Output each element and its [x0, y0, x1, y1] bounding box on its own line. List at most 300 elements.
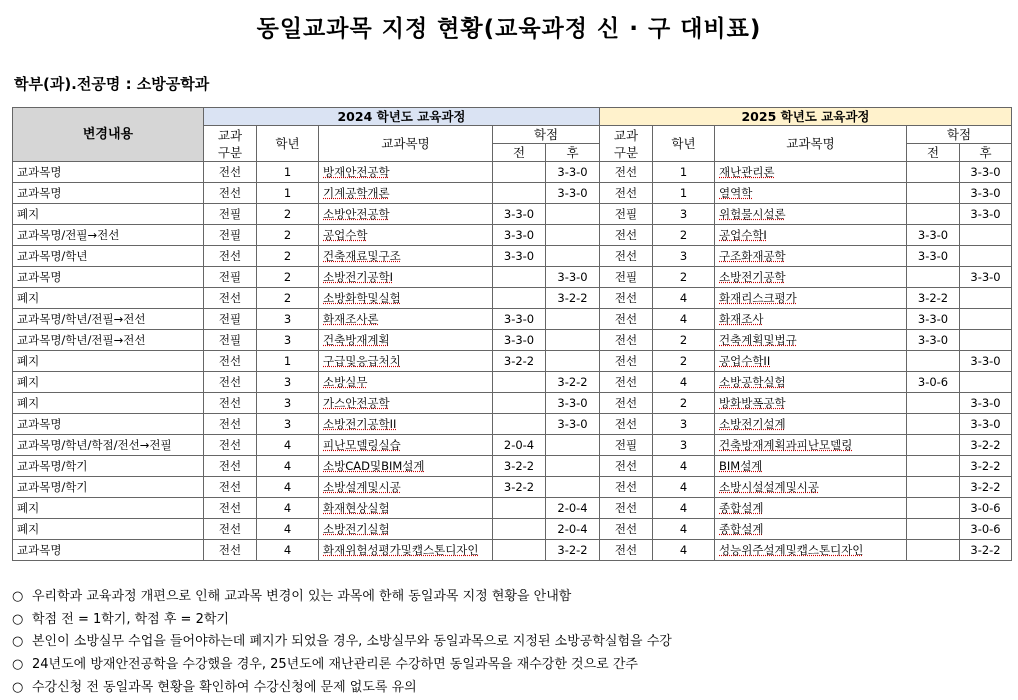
old-course-name-cell [319, 498, 493, 519]
course-name-text: 소방설계및시공 [323, 480, 401, 494]
new-grade-cell: 4 [653, 288, 715, 309]
table-row [13, 414, 1012, 435]
old-credit-before-cell: 3-2-2 [493, 456, 546, 477]
old-category-cell: 전필 [204, 204, 257, 225]
old-grade-cell: 2 [257, 225, 319, 246]
old-credit-after-cell: 3-2-2 [546, 288, 600, 309]
new-course-name-cell [715, 519, 907, 540]
old-credit-after-cell: 3-3-0 [546, 162, 600, 183]
old-category-cell: 전선 [204, 540, 257, 561]
new-course-name-cell [715, 393, 907, 414]
new-course-name-cell [715, 414, 907, 435]
page-title: 동일교과목 지정 현황(교육과정 신 · 구 대비표) [256, 16, 762, 42]
old-category-cell: 전선 [204, 246, 257, 267]
new-grade-cell: 2 [653, 351, 715, 372]
note-text: 우리학과 교육과정 개편으로 인해 교과목 변경이 있는 과목에 한해 동일과목 지정 현황을 안내함 [32, 589, 572, 604]
new-course-name-cell [715, 183, 907, 204]
old-course-name-cell [319, 204, 493, 225]
table-row [13, 162, 1012, 183]
new-credit-before-cell [907, 498, 960, 519]
change-cell: 교과목명/학기 [13, 477, 204, 498]
old-course-name-cell [319, 456, 493, 477]
new-grade-cell: 3 [653, 435, 715, 456]
header-new-grade: 학년 [653, 126, 715, 162]
header-new-before: 전 [907, 144, 960, 162]
header-new-course-name: 교과목명 [715, 126, 907, 162]
header-old-category-top: 교과 [217, 127, 243, 143]
course-comparison-table [12, 107, 1012, 561]
table-row [13, 288, 1012, 309]
new-credit-before-cell: 3-3-0 [907, 330, 960, 351]
change-cell: 교과목명 [13, 540, 204, 561]
old-course-name-cell [319, 309, 493, 330]
table-row [13, 330, 1012, 351]
old-credit-after-cell [546, 456, 600, 477]
new-credit-after-cell: 3-2-2 [960, 435, 1012, 456]
old-category-cell: 전선 [204, 351, 257, 372]
course-name-text: 종합설계 [719, 522, 764, 536]
course-name-text: 소방전기설계 [719, 417, 786, 431]
old-credit-after-cell [546, 435, 600, 456]
department-label: 학부(과).전공명 : 소방공학과 [14, 75, 210, 93]
new-credit-after-cell [960, 309, 1012, 330]
new-credit-after-cell [960, 246, 1012, 267]
course-name-text: 구급및응급처치 [323, 354, 401, 368]
table-row [13, 183, 1012, 204]
old-grade-cell: 4 [257, 477, 319, 498]
header-old-after: 후 [546, 144, 600, 162]
old-category-cell: 전필 [204, 330, 257, 351]
old-credit-before-cell: 3-3-0 [493, 204, 546, 225]
header-old-grade: 학년 [257, 126, 319, 162]
new-course-name-cell [715, 309, 907, 330]
new-credit-before-cell [907, 267, 960, 288]
note-item [12, 677, 672, 700]
old-category-cell: 전선 [204, 498, 257, 519]
new-course-name-cell [715, 204, 907, 225]
course-name-text: 소방공학실험 [719, 375, 786, 389]
course-name-text: BIM설계 [719, 459, 763, 473]
old-category-cell: 전선 [204, 183, 257, 204]
change-cell: 교과목명 [13, 162, 204, 183]
new-credit-before-cell [907, 393, 960, 414]
new-credit-before-cell [907, 435, 960, 456]
course-name-text: 소방전기공학I [323, 270, 394, 284]
new-category-cell: 전필 [600, 267, 653, 288]
new-category-cell: 전선 [600, 183, 653, 204]
old-credit-before-cell [493, 267, 546, 288]
old-grade-cell: 2 [257, 267, 319, 288]
old-credit-before-cell: 2-0-4 [493, 435, 546, 456]
note-item [12, 654, 672, 677]
new-credit-before-cell [907, 183, 960, 204]
header-new-after: 후 [960, 144, 1012, 162]
new-grade-cell: 4 [653, 309, 715, 330]
new-category-cell: 전선 [600, 456, 653, 477]
course-name-text: 건축계획및법규 [719, 333, 797, 347]
new-credit-before-cell [907, 540, 960, 561]
old-category-cell: 전선 [204, 162, 257, 183]
course-name-text: 소방실무 [323, 375, 368, 389]
old-grade-cell: 4 [257, 540, 319, 561]
course-name-text: 공업수학I [719, 228, 767, 242]
old-credit-before-cell [493, 288, 546, 309]
note-text: 수강신청 전 동일과목 현황을 확인하여 수강신청에 문제 없도록 유의 [32, 679, 417, 695]
change-cell: 폐지 [13, 288, 204, 309]
new-grade-cell: 4 [653, 519, 715, 540]
old-credit-after-cell [546, 204, 600, 225]
course-name-text: 소방전기공학II [323, 417, 397, 431]
course-name-text: 재난관리론 [719, 165, 775, 179]
old-credit-before-cell [493, 540, 546, 561]
bullet-icon: ○ [12, 679, 24, 695]
header-2024-curriculum: 2024 학년도 교육과정 [204, 108, 600, 126]
new-credit-before-cell [907, 477, 960, 498]
course-name-text: 소방안전공학 [323, 207, 390, 221]
new-credit-before-cell: 3-3-0 [907, 246, 960, 267]
new-credit-after-cell: 3-3-0 [960, 351, 1012, 372]
bullet-icon: ○ [12, 611, 24, 627]
new-credit-after-cell: 3-3-0 [960, 393, 1012, 414]
header-old-before: 전 [493, 144, 546, 162]
note-text: 24년도에 방재안전공학을 수강했을 경우, 25년도에 재난관리론 수강하면 동일과목을 재수강한 것으로 간주 [32, 657, 638, 673]
old-credit-after-cell [546, 309, 600, 330]
new-category-cell: 전선 [600, 498, 653, 519]
change-cell: 폐지 [13, 204, 204, 225]
old-category-cell: 전선 [204, 456, 257, 477]
old-credit-before-cell [493, 414, 546, 435]
old-category-cell: 전필 [204, 225, 257, 246]
new-category-cell: 전선 [600, 372, 653, 393]
course-name-text: 소방전기공학 [719, 270, 786, 284]
old-grade-cell: 1 [257, 162, 319, 183]
old-grade-cell: 4 [257, 498, 319, 519]
old-course-name-cell [319, 330, 493, 351]
old-category-cell: 전선 [204, 435, 257, 456]
table-row [13, 246, 1012, 267]
old-grade-cell: 3 [257, 330, 319, 351]
old-credit-after-cell [546, 477, 600, 498]
old-course-name-cell [319, 414, 493, 435]
new-category-cell: 전선 [600, 225, 653, 246]
new-category-cell: 전필 [600, 435, 653, 456]
new-credit-after-cell: 3-2-2 [960, 477, 1012, 498]
old-course-name-cell [319, 372, 493, 393]
notes-list [12, 586, 672, 700]
course-name-text: 화재현상실험 [323, 501, 390, 515]
new-category-cell: 전선 [600, 414, 653, 435]
new-course-name-cell [715, 246, 907, 267]
old-grade-cell: 3 [257, 309, 319, 330]
old-course-name-cell [319, 351, 493, 372]
old-course-name-cell [319, 393, 493, 414]
table-row [13, 309, 1012, 330]
new-category-cell: 전필 [600, 204, 653, 225]
old-course-name-cell [319, 477, 493, 498]
new-credit-after-cell: 3-3-0 [960, 162, 1012, 183]
change-cell: 교과목명/학년/전필→전선 [13, 309, 204, 330]
old-grade-cell: 1 [257, 351, 319, 372]
old-course-name-cell [319, 288, 493, 309]
new-grade-cell: 4 [653, 372, 715, 393]
new-category-cell: 전선 [600, 309, 653, 330]
new-credit-after-cell [960, 288, 1012, 309]
note-item [12, 609, 672, 632]
note-item [12, 586, 672, 609]
change-cell: 교과목명/학년/전필→전선 [13, 330, 204, 351]
old-grade-cell: 2 [257, 246, 319, 267]
new-category-cell: 전선 [600, 519, 653, 540]
course-name-text: 소방전기실험 [323, 522, 390, 536]
old-course-name-cell [319, 267, 493, 288]
table-row [13, 456, 1012, 477]
bullet-icon: ○ [12, 634, 24, 650]
new-credit-after-cell: 3-2-2 [960, 540, 1012, 561]
new-credit-before-cell [907, 519, 960, 540]
new-credit-before-cell [907, 456, 960, 477]
course-name-text: 화재조사 [719, 312, 764, 326]
table-row [13, 351, 1012, 372]
note-item [12, 631, 672, 654]
old-category-cell: 전선 [204, 372, 257, 393]
new-credit-after-cell: 3-3-0 [960, 204, 1012, 225]
new-category-cell: 전선 [600, 540, 653, 561]
new-course-name-cell [715, 351, 907, 372]
course-name-text: 종합설계 [719, 501, 764, 515]
table-row [13, 372, 1012, 393]
header-new-category-top: 교과 [613, 127, 639, 143]
old-category-cell: 전선 [204, 414, 257, 435]
note-text: 학점 전 = 1학기, 학점 후 = 2학기 [32, 611, 229, 627]
new-course-name-cell [715, 288, 907, 309]
new-grade-cell: 3 [653, 246, 715, 267]
header-old-course-name: 교과목명 [319, 126, 493, 162]
old-credit-after-cell: 3-3-0 [546, 183, 600, 204]
new-credit-before-cell: 3-3-0 [907, 225, 960, 246]
course-name-text: 방화방폭공학 [719, 396, 786, 410]
old-credit-before-cell [493, 372, 546, 393]
old-credit-before-cell [493, 393, 546, 414]
new-grade-cell: 2 [653, 225, 715, 246]
course-name-text: 가스안전공학 [323, 396, 390, 410]
change-cell: 폐지 [13, 498, 204, 519]
old-course-name-cell [319, 435, 493, 456]
old-credit-before-cell: 3-2-2 [493, 351, 546, 372]
new-course-name-cell [715, 267, 907, 288]
course-name-text: 소방화학및실험 [323, 291, 401, 305]
header-old-category [204, 126, 257, 162]
old-grade-cell: 4 [257, 435, 319, 456]
table-row [13, 477, 1012, 498]
old-credit-after-cell: 3-3-0 [546, 267, 600, 288]
old-credit-before-cell [493, 162, 546, 183]
new-category-cell: 전선 [600, 393, 653, 414]
old-course-name-cell [319, 519, 493, 540]
course-name-text: 건축재료및구조 [323, 249, 401, 263]
table-row [13, 498, 1012, 519]
new-credit-after-cell: 3-0-6 [960, 519, 1012, 540]
course-name-text: 건축방재계획과피난모델링 [719, 438, 853, 452]
note-text: 본인이 소방실무 수업을 들어야하는데 폐지가 되었을 경우, 소방실무와 동일과목으로 지정된 소방공학실험을 수강 [32, 634, 672, 650]
new-category-cell: 전선 [600, 246, 653, 267]
new-credit-before-cell [907, 351, 960, 372]
old-grade-cell: 3 [257, 414, 319, 435]
new-grade-cell: 3 [653, 204, 715, 225]
new-course-name-cell [715, 456, 907, 477]
course-name-text: 구조화재공학 [719, 249, 786, 263]
old-category-cell: 전선 [204, 288, 257, 309]
old-credit-after-cell: 2-0-4 [546, 519, 600, 540]
change-cell: 교과목명 [13, 414, 204, 435]
old-credit-before-cell [493, 498, 546, 519]
new-grade-cell: 2 [653, 393, 715, 414]
new-category-cell: 전선 [600, 477, 653, 498]
table-row [13, 204, 1012, 225]
change-cell: 교과목명/전필→전선 [13, 225, 204, 246]
table-row [13, 225, 1012, 246]
old-category-cell: 전선 [204, 519, 257, 540]
new-credit-after-cell: 3-3-0 [960, 267, 1012, 288]
old-grade-cell: 2 [257, 288, 319, 309]
course-name-text: 위험물시설론 [719, 207, 786, 221]
new-credit-before-cell [907, 414, 960, 435]
old-grade-cell: 4 [257, 456, 319, 477]
old-credit-before-cell: 3-2-2 [493, 477, 546, 498]
change-cell: 교과목명/학년/학점/전선→전필 [13, 435, 204, 456]
new-category-cell: 전선 [600, 288, 653, 309]
header-old-credit: 학점 [493, 126, 600, 144]
new-course-name-cell [715, 225, 907, 246]
table-row [13, 435, 1012, 456]
change-cell: 교과목명/학기 [13, 456, 204, 477]
old-credit-after-cell: 3-3-0 [546, 393, 600, 414]
new-grade-cell: 1 [653, 162, 715, 183]
course-name-text: 화재위험성평가및캡스톤디자인 [323, 543, 479, 557]
new-grade-cell: 2 [653, 267, 715, 288]
old-course-name-cell [319, 183, 493, 204]
old-grade-cell: 2 [257, 204, 319, 225]
new-course-name-cell [715, 540, 907, 561]
change-cell: 폐지 [13, 393, 204, 414]
change-cell: 교과목명 [13, 267, 204, 288]
old-credit-before-cell: 3-3-0 [493, 246, 546, 267]
old-credit-before-cell [493, 183, 546, 204]
header-old-category-bottom: 구분 [217, 144, 243, 160]
new-grade-cell: 3 [653, 414, 715, 435]
new-grade-cell: 4 [653, 456, 715, 477]
new-category-cell: 전선 [600, 330, 653, 351]
new-grade-cell: 1 [653, 183, 715, 204]
course-name-text: 방재안전공학 [323, 165, 390, 179]
header-new-category [600, 126, 653, 162]
course-name-text: 열역학 [719, 186, 753, 200]
new-category-cell: 전선 [600, 351, 653, 372]
old-credit-after-cell [546, 246, 600, 267]
new-credit-after-cell: 3-3-0 [960, 414, 1012, 435]
old-grade-cell: 4 [257, 519, 319, 540]
table-row [13, 393, 1012, 414]
old-category-cell: 전선 [204, 393, 257, 414]
course-name-text: 화재리스크평가 [719, 291, 797, 305]
change-cell: 폐지 [13, 372, 204, 393]
old-credit-after-cell: 3-2-2 [546, 540, 600, 561]
new-course-name-cell [715, 498, 907, 519]
table-row [13, 519, 1012, 540]
old-grade-cell: 1 [257, 183, 319, 204]
course-name-text: 소방CAD및BIM설계 [323, 459, 425, 473]
change-cell: 교과목명 [13, 183, 204, 204]
header-2025-curriculum: 2025 학년도 교육과정 [600, 108, 1012, 126]
new-credit-before-cell [907, 204, 960, 225]
old-credit-after-cell [546, 351, 600, 372]
old-course-name-cell [319, 225, 493, 246]
table-row [13, 540, 1012, 561]
old-credit-before-cell: 3-3-0 [493, 309, 546, 330]
old-course-name-cell [319, 162, 493, 183]
old-category-cell: 전선 [204, 477, 257, 498]
old-credit-after-cell [546, 330, 600, 351]
course-name-text: 화재조사론 [323, 312, 379, 326]
new-credit-before-cell: 3-3-0 [907, 309, 960, 330]
new-grade-cell: 4 [653, 498, 715, 519]
change-cell: 폐지 [13, 519, 204, 540]
old-grade-cell: 3 [257, 372, 319, 393]
course-name-text: 소방시설설계및시공 [719, 480, 819, 494]
course-name-text: 피난모델링실습 [323, 438, 401, 452]
old-category-cell: 전필 [204, 267, 257, 288]
new-credit-after-cell [960, 330, 1012, 351]
change-cell: 폐지 [13, 351, 204, 372]
change-cell: 교과목명/학년 [13, 246, 204, 267]
header-change: 변경내용 [13, 108, 204, 162]
old-credit-before-cell: 3-3-0 [493, 225, 546, 246]
old-credit-before-cell: 3-3-0 [493, 330, 546, 351]
new-course-name-cell [715, 330, 907, 351]
course-name-text: 공업수학 [323, 228, 368, 242]
new-course-name-cell [715, 162, 907, 183]
new-credit-after-cell: 3-2-2 [960, 456, 1012, 477]
course-name-text: 성능위주설계및캡스톤디자인 [719, 543, 864, 557]
new-credit-after-cell [960, 225, 1012, 246]
new-credit-before-cell [907, 162, 960, 183]
new-credit-before-cell: 3-2-2 [907, 288, 960, 309]
new-grade-cell: 4 [653, 477, 715, 498]
old-credit-before-cell [493, 519, 546, 540]
new-course-name-cell [715, 372, 907, 393]
old-credit-after-cell [546, 225, 600, 246]
old-credit-after-cell: 2-0-4 [546, 498, 600, 519]
old-course-name-cell [319, 540, 493, 561]
new-grade-cell: 4 [653, 540, 715, 561]
bullet-icon: ○ [12, 657, 24, 673]
old-course-name-cell [319, 246, 493, 267]
new-credit-after-cell: 3-3-0 [960, 183, 1012, 204]
course-name-text: 공업수학II [719, 354, 771, 368]
new-course-name-cell [715, 435, 907, 456]
new-credit-after-cell [960, 372, 1012, 393]
new-category-cell: 전선 [600, 162, 653, 183]
new-credit-after-cell: 3-0-6 [960, 498, 1012, 519]
old-credit-after-cell: 3-2-2 [546, 372, 600, 393]
bullet-icon: ○ [12, 589, 24, 604]
course-name-text: 기계공학개론 [323, 186, 390, 200]
new-course-name-cell [715, 477, 907, 498]
old-grade-cell: 3 [257, 393, 319, 414]
new-grade-cell: 2 [653, 330, 715, 351]
old-category-cell: 전필 [204, 309, 257, 330]
course-name-text: 건축방재계획 [323, 333, 390, 347]
old-credit-after-cell: 3-3-0 [546, 414, 600, 435]
